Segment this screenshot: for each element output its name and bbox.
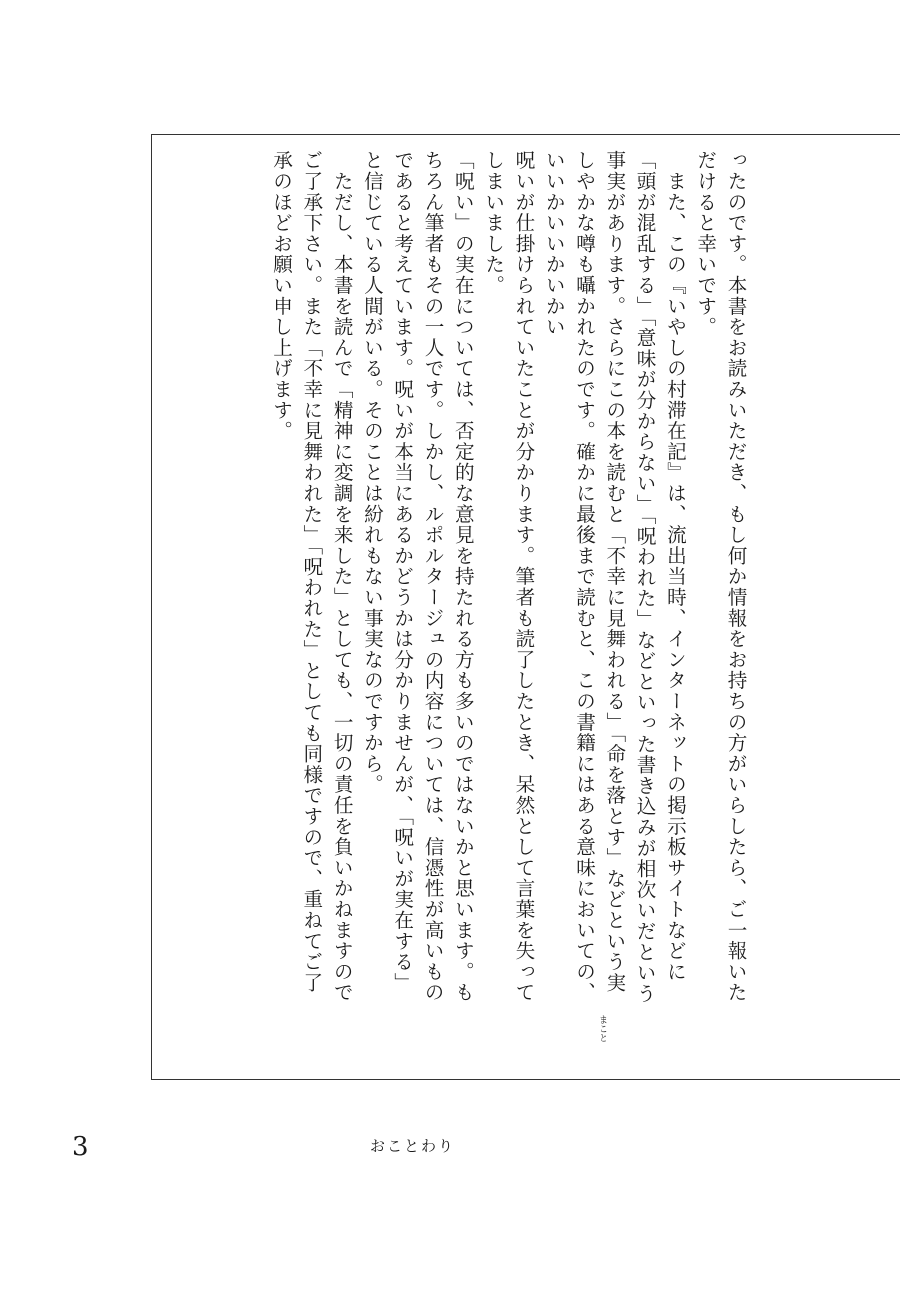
running-head: おことわり [370,1137,456,1155]
furigana-makoto: まこと [597,1015,607,1042]
paragraph: ただし、本書を読んで「精神に変調を来した」としても、一切の責任を負いかねますので ご了承下さい。また「不幸に見舞われた」「呪われた」としても同様ですので、重ねてご了 承のほどお願い申し上げます。 [269,150,354,1003]
page-number: 3 [72,1132,89,1162]
body-text [190,150,750,1055]
paragraph: また、この『いやしの村滞在記』は、流出当時、インターネットの掲示板サイトなどに 「頭が混乱する」「意味が分からない」「呪われた」などといった書き込みが相次いだという 事実があります。さらにこの本を読むと「不幸に見舞われる」「命を落とす」などという実 しやかな噂も囁かれたのです。確かに最後まで読むと、この書籍にはある意味においての、 いいかいいかいかい 呪いが仕掛けられていたことが分かります。筆者も読了したとき、呆然として言葉を失って しまいました。 [481,150,687,1004]
paragraph: 「呪い」の実在については、否定的な意見を持たれる方も多いのではないかと思います。も ちろん筆者もその一人です。しかし、ルポルタージュの内容については、信憑性が高いもの であると考えています。呪いが本当にあるかどうかは分かりませんが、「呪いが実在する」 と信じている人間がいる。そのことは紛れもない事実なのですから。 [360,150,475,1003]
paragraph: ったのです。本書をお読みいただき、もし何か情報をお持ちの方がいらしたら、ご一報いた だけると幸いです。 [693,150,747,1003]
